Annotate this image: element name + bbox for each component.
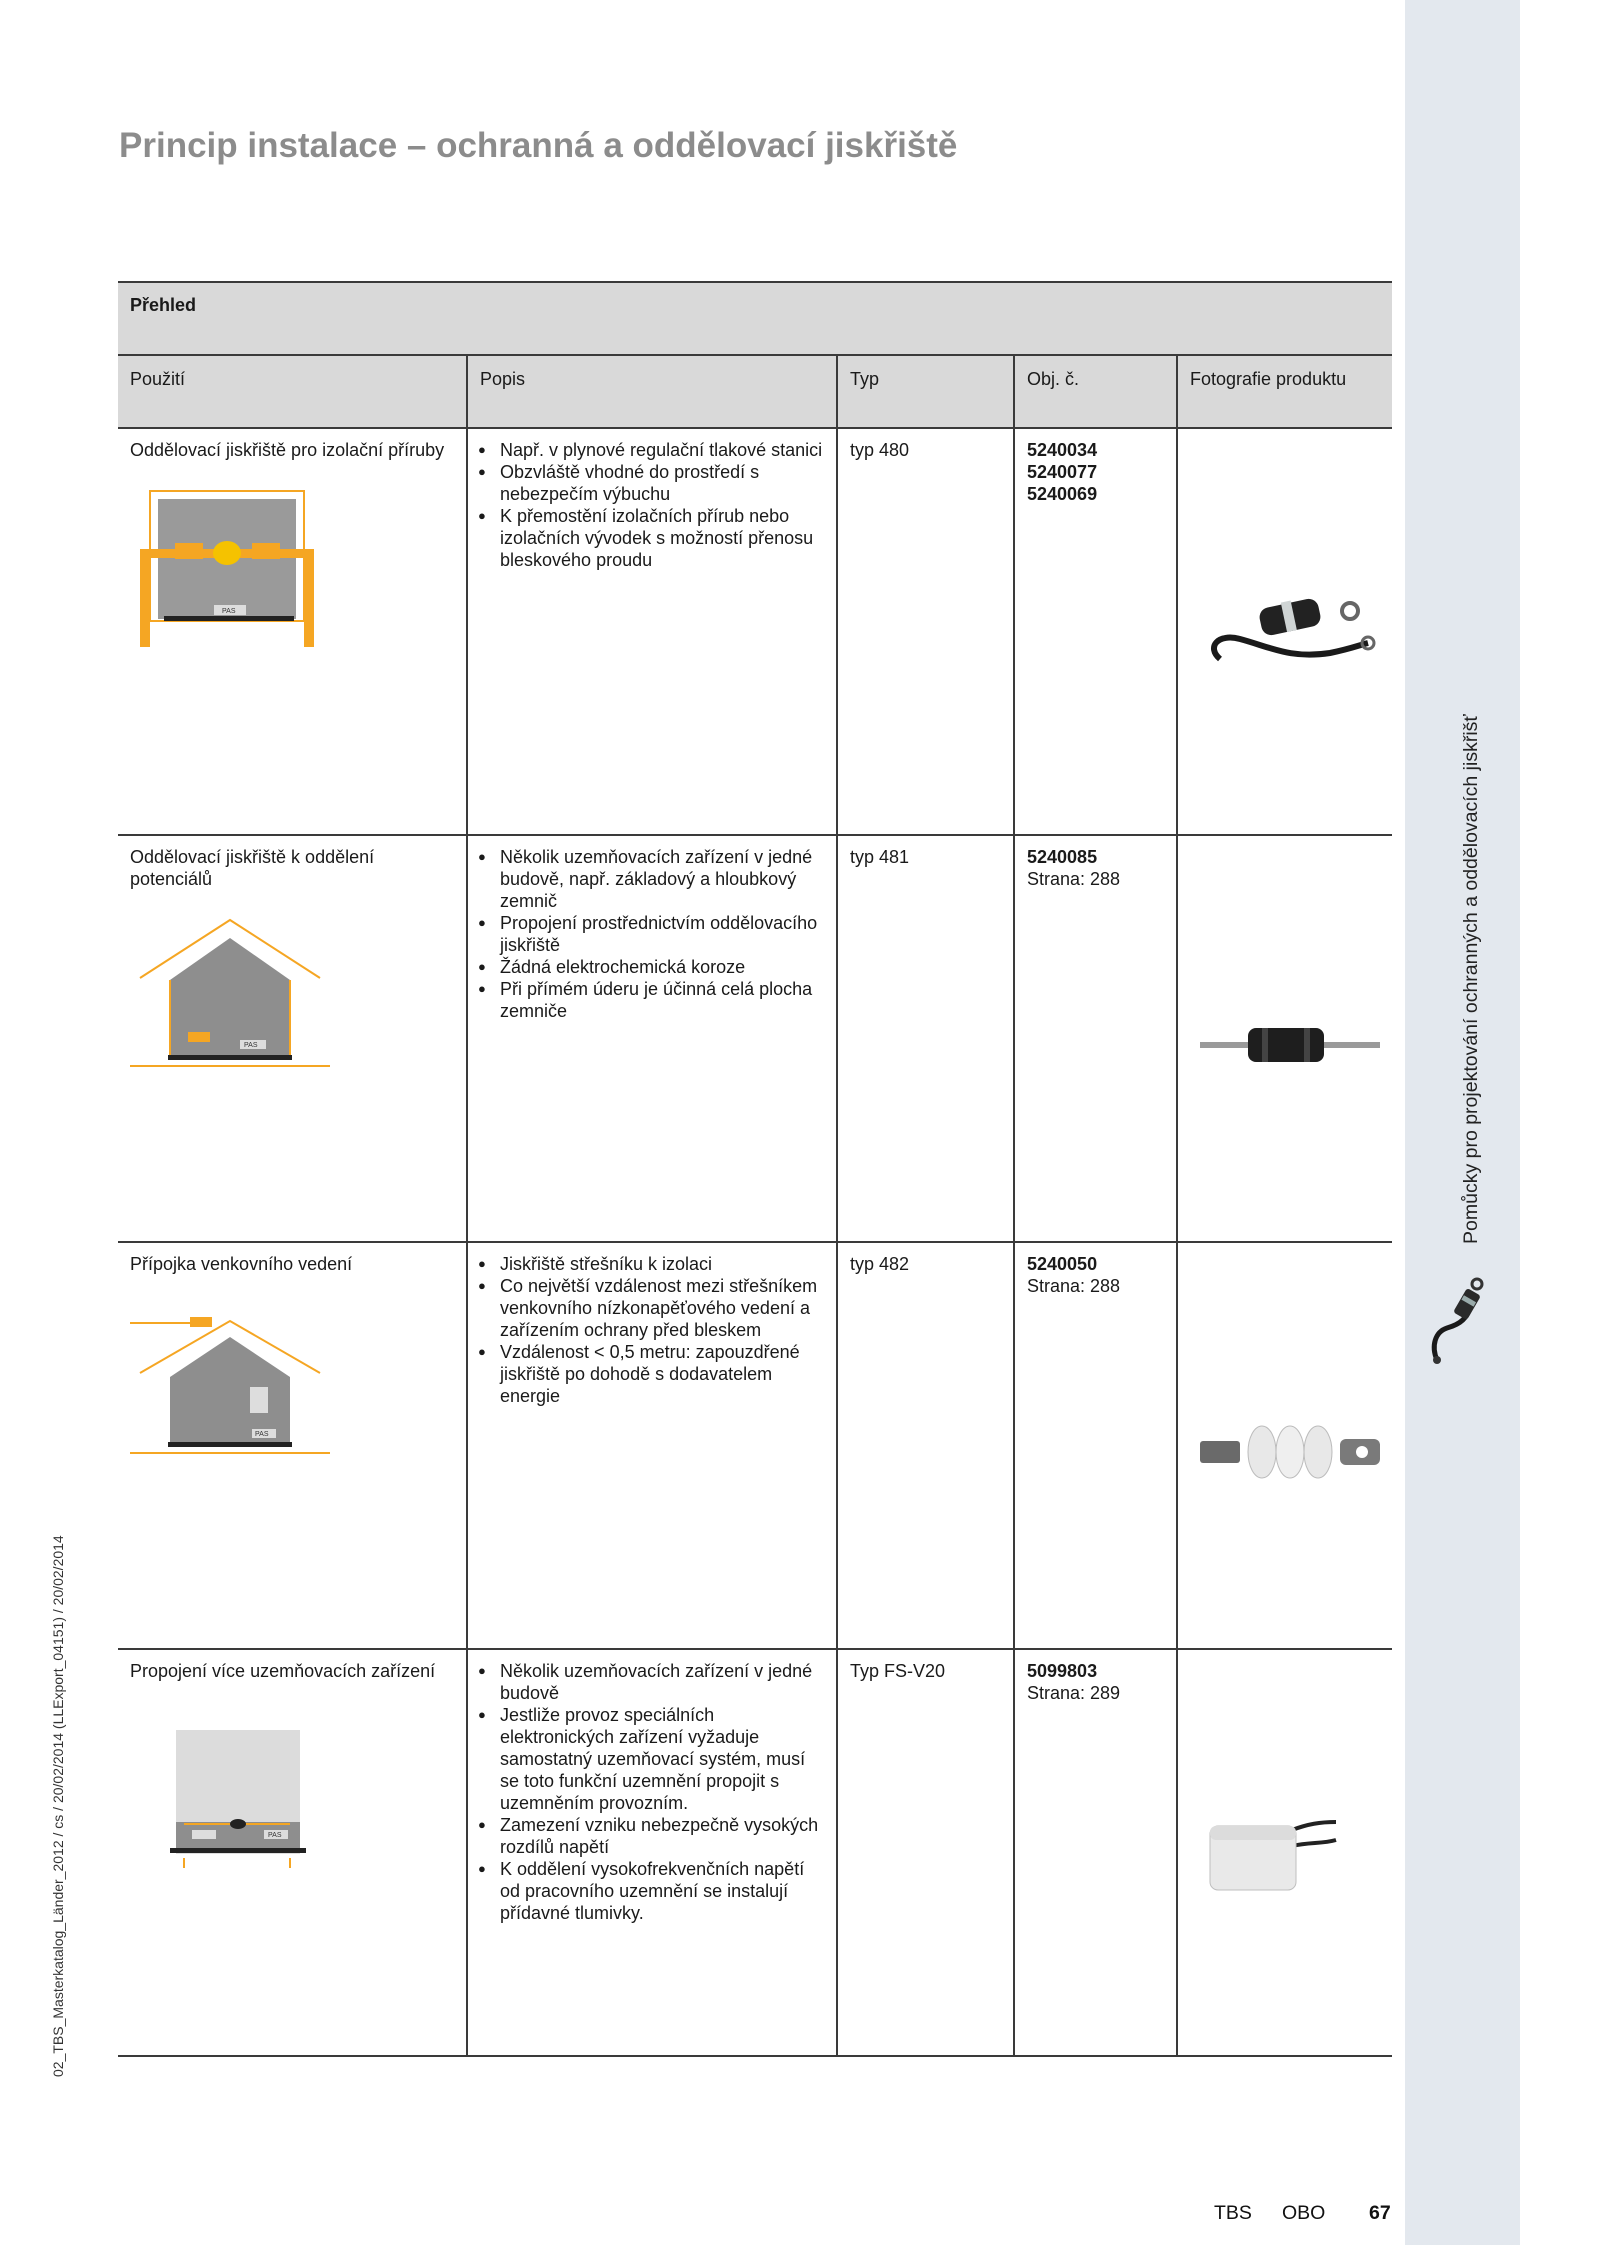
house-diagram: [130, 908, 330, 1108]
order-cell: [1014, 1242, 1177, 1649]
use-text: Přípojka venkovního vedení: [130, 1254, 353, 1274]
use-cell: [118, 428, 467, 835]
list-item: ● Co největší vzdálenost mezi střešníkem venkovního nízkonapěťového vedení a zařízením ochrany před bleskem: [478, 1275, 824, 1341]
type-cell: typ 481: [837, 835, 1014, 1242]
side-chapter-label: Pomůcky pro projektování ochranných a oddělovacích jiskřišť: [1460, 714, 1482, 1244]
bullet-list: [478, 1253, 824, 1407]
overhead-line-diagram: [130, 1293, 330, 1493]
bullet-list: [478, 439, 824, 571]
list-item: ● Vzdálenost < 0,5 metru: zapouzdřené jiskřiště po dohodě s dodavatelem energie: [478, 1341, 824, 1407]
use-text: Propojení více uzemňovacích zařízení: [130, 1661, 436, 1681]
list-item: ● Několik uzemňovacích zařízení v jedné budově, např. základový a hloubkový zemnič: [478, 846, 824, 912]
type-cell: Typ FS-V20: [837, 1649, 1014, 2056]
description-cell: [467, 1649, 837, 2056]
list-item: ● Při přímém úderu je účinná celá plocha zemniče: [478, 978, 824, 1022]
photo-cell: [1177, 1649, 1392, 2056]
list-item: ● Žádná elektrochemická koroze: [478, 956, 824, 978]
order-cell: [1014, 1649, 1177, 2056]
spark-gap-icon: [1427, 1272, 1487, 1368]
page-reference: Strana: 288: [1027, 1276, 1121, 1296]
order-number: 5240085: [1027, 847, 1098, 867]
use-cell: [118, 835, 467, 1242]
order-number: 5240077: [1027, 462, 1098, 482]
list-item: ● Jiskřiště střešníku k izolaci: [478, 1253, 824, 1275]
document-meta: 02_TBS_Masterkatalog_Länder_2012 / cs / 20/02/2014 (LLExport_04151) / 20/02/2014: [50, 1535, 66, 2077]
table-row: [118, 1242, 1392, 1649]
spark-gap-photo-482: [1200, 1419, 1380, 1489]
table-row: [118, 1649, 1392, 2056]
list-item: ● Několik uzemňovacích zařízení v jedné budově: [478, 1660, 824, 1704]
col-header-description: Popis: [467, 355, 837, 428]
description-cell: [467, 835, 837, 1242]
col-header-type: Typ: [837, 355, 1014, 428]
list-item: ● Např. v plynové regulační tlakové stanici: [478, 439, 824, 461]
col-header-use: Použití: [118, 355, 467, 428]
spark-gap-photo-480: [1200, 589, 1380, 689]
order-number: 5240050: [1027, 1254, 1098, 1274]
use-cell: [118, 1649, 467, 2056]
spark-gap-photo-fs-v20: [1200, 1810, 1340, 1900]
overview-table: [118, 281, 1392, 2057]
list-item: ● Propojení prostřednictvím oddělovacího jiskřiště: [478, 912, 824, 956]
list-item: ● K oddělení vysokofrekvenčních napětí od pracovního uzemnění se instalují přídavné tlumivky.: [478, 1858, 824, 1924]
page-reference: Strana: 289: [1027, 1683, 1121, 1703]
description-cell: [467, 1242, 837, 1649]
section-header-row: [118, 282, 1392, 355]
list-item: ● Obzvláště vhodné do prostředí s nebezpečím výbuchu: [478, 461, 824, 505]
diagram-label: PAS: [268, 1832, 282, 1839]
table-row: [118, 428, 1392, 835]
list-item: ● Jestliže provoz speciálních elektronických zařízení vyžaduje samostatný uzemňovací systém, musí se toto funkční uzemnění propojit s uzemněním provozním.: [478, 1704, 824, 1814]
bullet-list: [478, 1660, 824, 1924]
spark-gap-photo-481: [1200, 1016, 1380, 1076]
use-cell: [118, 1242, 467, 1649]
photo-cell: [1177, 835, 1392, 1242]
order-number: 5099803: [1027, 1661, 1098, 1681]
table-row: [118, 835, 1392, 1242]
diagram-label: PAS: [222, 608, 236, 615]
type-cell: typ 480: [837, 428, 1014, 835]
page-reference: Strana: 288: [1027, 869, 1121, 889]
footer-brand-obo: OBO: [1282, 2202, 1326, 2224]
photo-cell: [1177, 428, 1392, 835]
order-number: 5240069: [1027, 484, 1098, 504]
order-cell: [1014, 428, 1177, 835]
bullet-list: [478, 846, 824, 1022]
earthing-diagram: [130, 1700, 330, 1900]
photo-cell: [1177, 1242, 1392, 1649]
diagram-label: PAS: [244, 1042, 258, 1049]
page-title: Princip instalace – ochranná a oddělovací jiskřiště: [119, 126, 958, 165]
type-cell: typ 482: [837, 1242, 1014, 1649]
column-header-row: [118, 355, 1392, 428]
description-cell: [467, 428, 837, 835]
diagram-label: PAS: [255, 1431, 269, 1438]
list-item: ● K přemostění izolačních přírub nebo izolačních vývodek s možností přenosu bleskového proudu: [478, 505, 824, 571]
col-header-order-no: Obj. č.: [1014, 355, 1177, 428]
list-item: ● Zamezení vzniku nebezpečně vysokých rozdílů napětí: [478, 1814, 824, 1858]
flange-diagram: [130, 479, 330, 679]
use-text: Oddělovací jiskřiště pro izolační příruby: [130, 440, 445, 460]
order-cell: [1014, 835, 1177, 1242]
footer-brand-tbs: TBS: [1214, 2202, 1252, 2224]
section-title: Přehled: [118, 282, 1392, 355]
page-number: 67: [1369, 2202, 1391, 2224]
use-text: Oddělovací jiskřiště k oddělení potenciálů: [130, 847, 375, 889]
order-number: 5240034: [1027, 440, 1098, 460]
col-header-photo: Fotografie produktu: [1177, 355, 1392, 428]
